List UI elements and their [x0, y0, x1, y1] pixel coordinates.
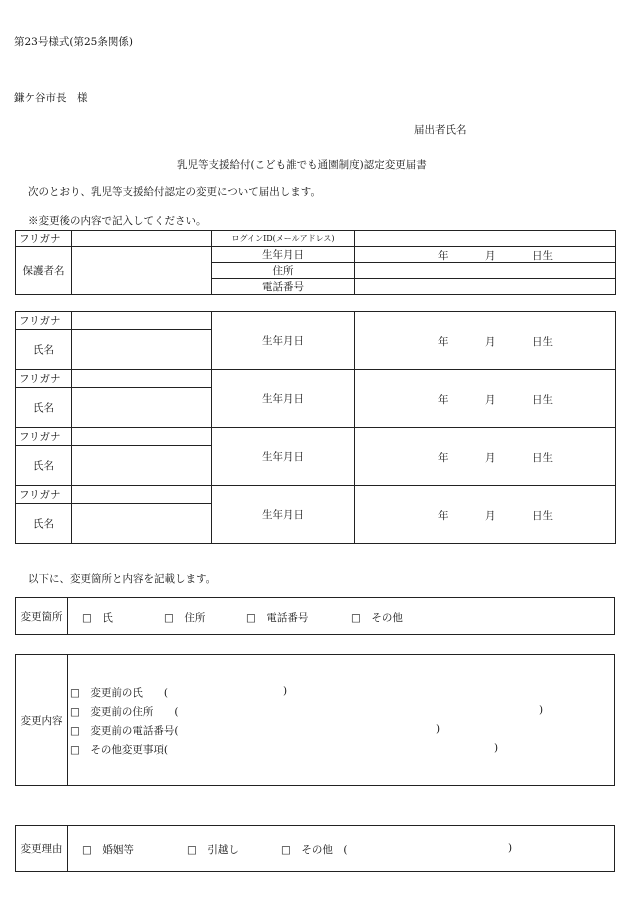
change-location-box [15, 597, 615, 635]
day-label: 日生 [532, 510, 553, 522]
child-furigana-field[interactable] [72, 370, 212, 388]
day-label: 日生 [532, 452, 553, 464]
guardian-table [15, 230, 616, 295]
guardian-dob-label: 生年月日 [212, 247, 355, 263]
day-label: 日生 [532, 336, 553, 348]
child-name-field[interactable] [72, 330, 212, 370]
month-label: 月 [485, 452, 496, 464]
checkbox-previous-surname[interactable]: □ 変更前の氏 ( [70, 687, 169, 699]
close-paren: ) [508, 842, 513, 854]
checkbox-previous-address[interactable]: □ 変更前の住所 ( [70, 706, 179, 718]
guardian-name-field[interactable] [72, 247, 212, 295]
close-paren: ) [283, 685, 288, 697]
child-furigana-label: フリガナ [16, 312, 72, 330]
guardian-furigana-field[interactable] [72, 231, 212, 247]
checkbox-address[interactable]: □ 住所 [164, 612, 206, 624]
checkbox-surname[interactable]: □ 氏 [82, 612, 113, 624]
month-label: 月 [485, 510, 496, 522]
change-intro-text: 以下に、変更箇所と内容を記載します。 [28, 573, 217, 585]
child-dob-field[interactable] [355, 486, 616, 544]
checkbox-other-change[interactable]: □ その他変更事項( [70, 744, 169, 756]
form-number: 第23号様式(第25条関係) [14, 36, 133, 48]
login-id-field[interactable] [355, 231, 616, 247]
child-name-field[interactable] [72, 388, 212, 428]
year-label: 年 [438, 250, 449, 262]
change-location-label: 変更箇所 [16, 598, 68, 634]
guardian-phone-field[interactable] [355, 279, 616, 295]
guardian-furigana-label: フリガナ [16, 231, 72, 247]
addressee: 鎌ケ谷市長 様 [14, 92, 88, 104]
change-reason-label: 変更理由 [16, 826, 68, 871]
day-label: 日生 [532, 394, 553, 406]
child-furigana-field[interactable] [72, 312, 212, 330]
document-title: 乳児等支援給付(こども誰でも通園制度)認定変更届書 [177, 159, 427, 171]
year-label: 年 [438, 336, 449, 348]
children-table [15, 311, 616, 544]
guardian-phone-label: 電話番号 [212, 279, 355, 295]
applicant-label: 届出者氏名 [414, 124, 467, 136]
year-label: 年 [438, 452, 449, 464]
child-dob-label: 生年月日 [212, 312, 355, 370]
child-furigana-label: フリガナ [16, 486, 72, 504]
child-name-label: 氏名 [16, 388, 72, 428]
change-content-box [15, 654, 615, 786]
child-dob-field[interactable] [355, 370, 616, 428]
year-label: 年 [438, 510, 449, 522]
day-label: 日生 [532, 250, 553, 262]
month-label: 月 [485, 394, 496, 406]
checkbox-previous-phone[interactable]: □ 変更前の電話番号( [70, 725, 179, 737]
month-label: 月 [485, 336, 496, 348]
child-furigana-field[interactable] [72, 428, 212, 446]
child-name-label: 氏名 [16, 446, 72, 486]
checkbox-phone[interactable]: □ 電話番号 [246, 612, 309, 624]
checkbox-marriage[interactable]: □ 婚姻等 [82, 844, 134, 856]
year-label: 年 [438, 394, 449, 406]
child-name-field[interactable] [72, 446, 212, 486]
child-dob-field[interactable] [355, 312, 616, 370]
child-dob-label: 生年月日 [212, 428, 355, 486]
child-name-label: 氏名 [16, 504, 72, 544]
child-dob-label: 生年月日 [212, 486, 355, 544]
checkbox-other[interactable]: □ その他 [351, 612, 403, 624]
child-name-field[interactable] [72, 504, 212, 544]
checkbox-moving[interactable]: □ 引越し [187, 844, 239, 856]
child-dob-field[interactable] [355, 428, 616, 486]
login-id-label: ログインID(メールアドレス) [212, 231, 355, 247]
guardian-address-field[interactable] [355, 263, 616, 279]
intro-text: 次のとおり、乳児等支援給付認定の変更について届出します。 [28, 186, 321, 198]
child-furigana-label: フリガナ [16, 370, 72, 388]
note-text: ※変更後の内容で記入してください。 [28, 215, 207, 227]
close-paren: ) [436, 723, 441, 735]
checkbox-other-reason[interactable]: □ その他 ( [281, 844, 348, 856]
close-paren: ) [539, 704, 544, 716]
child-dob-label: 生年月日 [212, 370, 355, 428]
child-furigana-label: フリガナ [16, 428, 72, 446]
guardian-dob-field[interactable] [355, 247, 616, 263]
guardian-address-label: 住所 [212, 263, 355, 279]
change-content-label: 変更内容 [16, 655, 68, 785]
month-label: 月 [485, 250, 496, 262]
child-furigana-field[interactable] [72, 486, 212, 504]
close-paren: ) [494, 742, 499, 754]
change-reason-box [15, 825, 615, 872]
guardian-name-label: 保護者名 [16, 247, 72, 295]
child-name-label: 氏名 [16, 330, 72, 370]
